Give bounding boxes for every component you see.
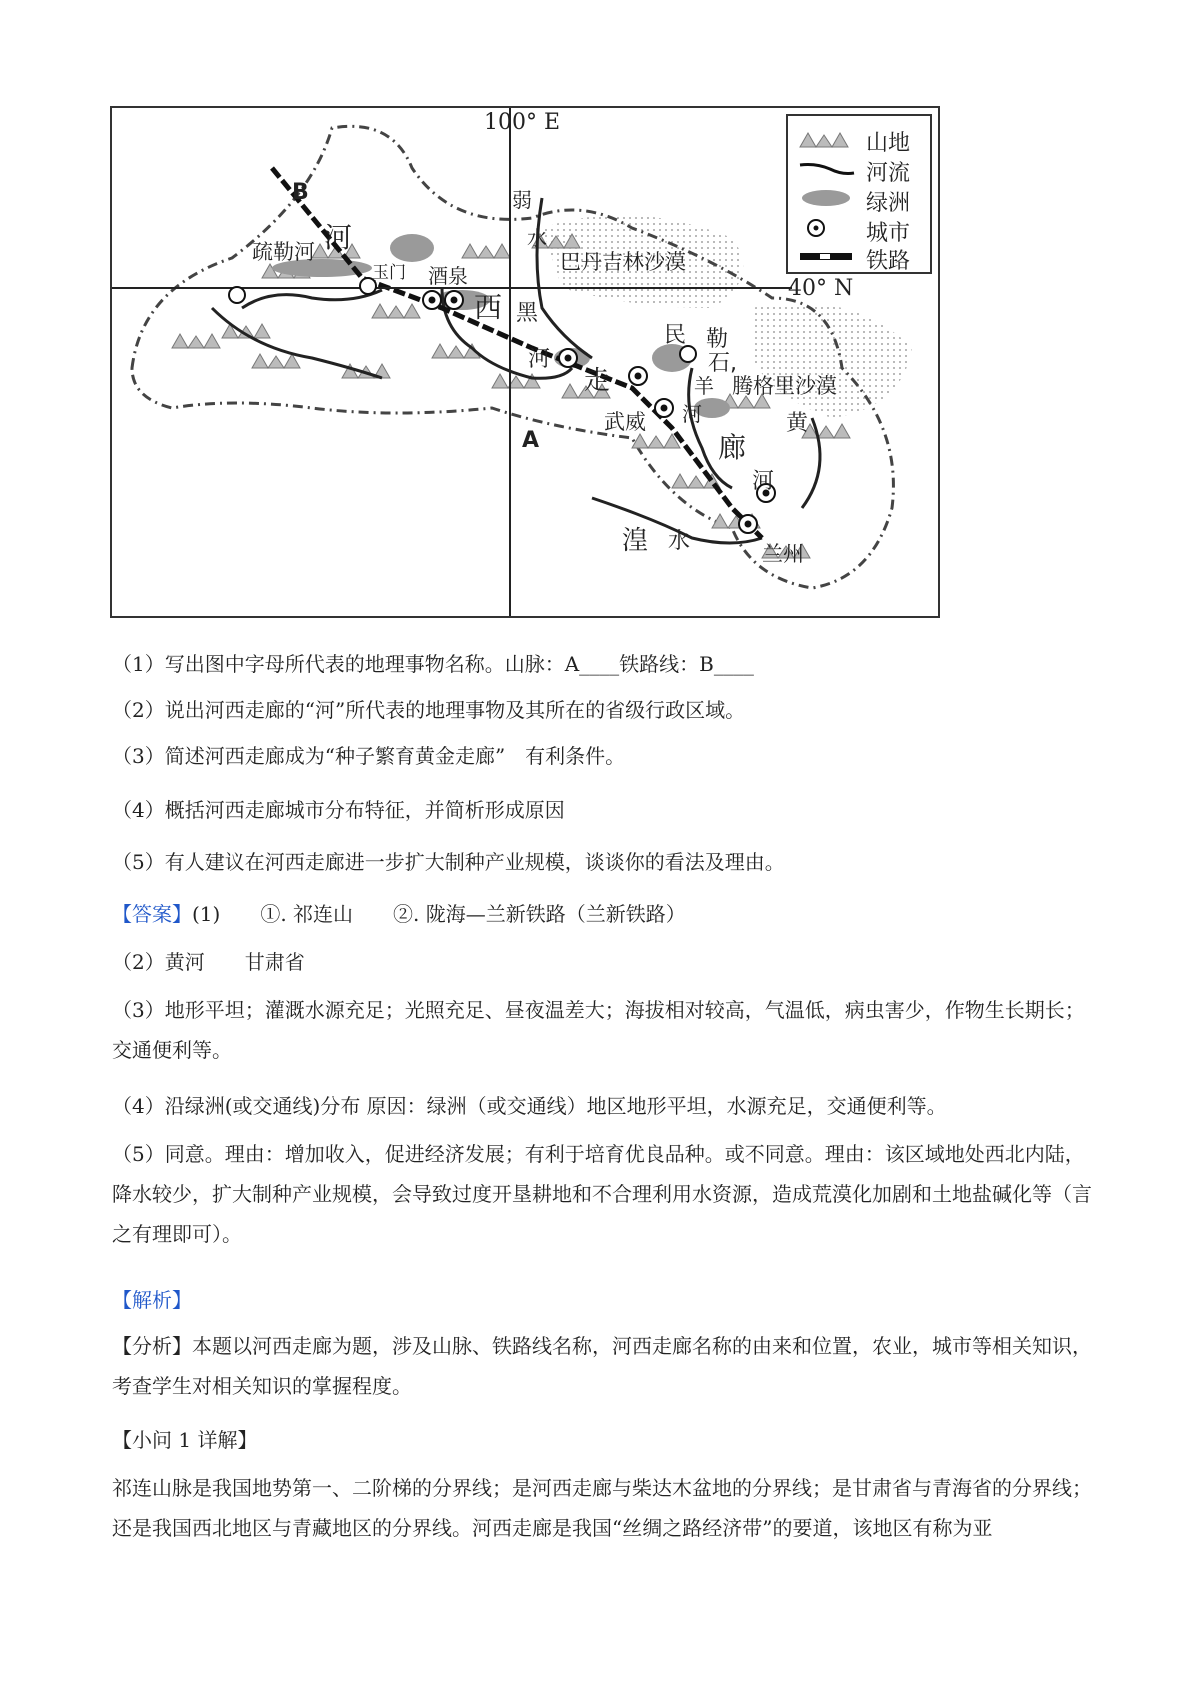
label-yumen: 玉门 (372, 263, 406, 283)
question-4: （4）概括河西走廊城市分布特征，并简析形成原因 (112, 798, 565, 822)
question-3: （3）简述河西走廊成为“种子繁育黄金走廊” 有利条件。 (112, 744, 626, 768)
map-legend (786, 114, 932, 274)
label-minqin-min: 民 (664, 323, 687, 348)
legend-label-mountain: 山地 (866, 131, 911, 156)
legend-label-river: 河流 (866, 161, 911, 186)
legend-item-city (788, 214, 928, 246)
legend-label-city: 城市 (866, 221, 911, 246)
label-shi-char: 石, (708, 351, 737, 376)
label-ruo-char: 弱 (512, 188, 532, 212)
answer-1: (1) ①. 祁连山 ②. 陇海—兰新铁路（兰新铁路） (192, 902, 686, 926)
legend-label-railway: 铁路 (866, 249, 911, 274)
label-jiuquan: 酒泉 (428, 264, 468, 288)
analysis-tag: 【解析】 (112, 1288, 192, 1312)
legend-item-river (788, 154, 928, 186)
question-1: （1）写出图中字母所代表的地理事物名称。山脉：A____铁路线：B____ (112, 652, 754, 676)
answer-4: （4）沿绿洲(或交通线)分布 原因：绿洲（或交通线）地区地形平坦，水源充足，交通便利等。 (112, 1094, 947, 1118)
sub1-title: 【小问 1 详解】 (112, 1428, 258, 1452)
letter-a: A (522, 428, 540, 453)
label-xi-char: 西 (474, 291, 503, 324)
label-minqin-qin: 勒 (706, 327, 729, 352)
oasis-icon (796, 187, 856, 209)
label-tengger-desert: 腾格里沙漠 (732, 374, 837, 398)
label-shule-river: 疏勒河 (252, 240, 315, 264)
answer-3: （3）地形平坦；灌溉水源充足；光照充足、昼夜温差大；海拔相对较高，气温低，病虫害少，作物生长期长；交通便利等。 (112, 998, 1085, 1062)
question-5: （5）有人建议在河西走廊进一步扩大制种产业规模，谈谈你的看法及理由。 (112, 850, 785, 874)
sub1-text: 祁连山脉是我国地势第一、二阶梯的分界线；是河西走廊与柴达木盆地的分界线；是甘肃省与青海省的分界线；还是我国西北地区与青藏地区的分界线。河西走廊是我国“丝绸之路经济带”的要道，该地区有称为亚 (112, 1476, 1092, 1540)
label-shiyang-he: 河 (682, 402, 702, 426)
label-huanghe-he: 河 (752, 469, 775, 494)
parallel-label: 40° N (788, 276, 854, 301)
label-shui-char: 水 (527, 226, 547, 250)
label-zou-char: 走 (584, 366, 611, 396)
tengger-desert-area (752, 303, 912, 418)
city-icon (796, 217, 856, 239)
label-huang-char: 黄 (786, 411, 809, 436)
legend-label-oasis: 绿洲 (866, 191, 911, 216)
answer-line-1 (112, 898, 1102, 927)
answer-2: （2）黄河 甘肃省 (112, 950, 305, 974)
label-he-char: 河 (324, 221, 353, 254)
label-lanzhou: 兰州 (762, 542, 804, 566)
answer-5: （5）同意。理由：增加收入，促进经济发展；有利于培育优良品种。或不同意。理由：该区域地处西北内陆，降水较少，扩大制种产业规模，会导致过度开垦耕地和不合理利用水资源，造成荒漠化加剧和土地盐碱化等（言之有理即可）。 (112, 1142, 1092, 1246)
map-figure (110, 106, 940, 618)
label-huang-shui-2: 水 (668, 529, 691, 554)
letter-b: B (292, 180, 309, 205)
label-badain-desert: 巴丹吉林沙漠 (560, 250, 686, 274)
railway-icon (796, 245, 856, 267)
river-icon (796, 157, 856, 179)
label-wuwei: 武威 (604, 410, 646, 434)
meridian-label: 100° E (484, 110, 561, 135)
answer-tag: 【答案】 (112, 902, 192, 926)
analysis-fenxi: 【分析】本题以河西走廊为题，涉及山脉、铁路线名称，河西走廊名称的由来和位置，农业，城市等相关知识，考查学生对相关知识的掌握程度。 (112, 1334, 1092, 1398)
question-2: （2）说出河西走廊的“河”所代表的地理事物及其所在的省级行政区域。 (112, 698, 746, 722)
label-yang-char: 羊 (694, 374, 714, 398)
label-huang-shui-1: 湟 (622, 526, 649, 556)
legend-item-mountain (788, 124, 928, 156)
label-heihe-he: 河 (528, 347, 551, 372)
legend-item-railway (788, 242, 928, 274)
label-lang-char: 廊 (718, 431, 747, 464)
mountain-icon (796, 127, 856, 149)
legend-item-oasis (788, 184, 928, 216)
label-hei-char: 黑 (516, 301, 539, 326)
